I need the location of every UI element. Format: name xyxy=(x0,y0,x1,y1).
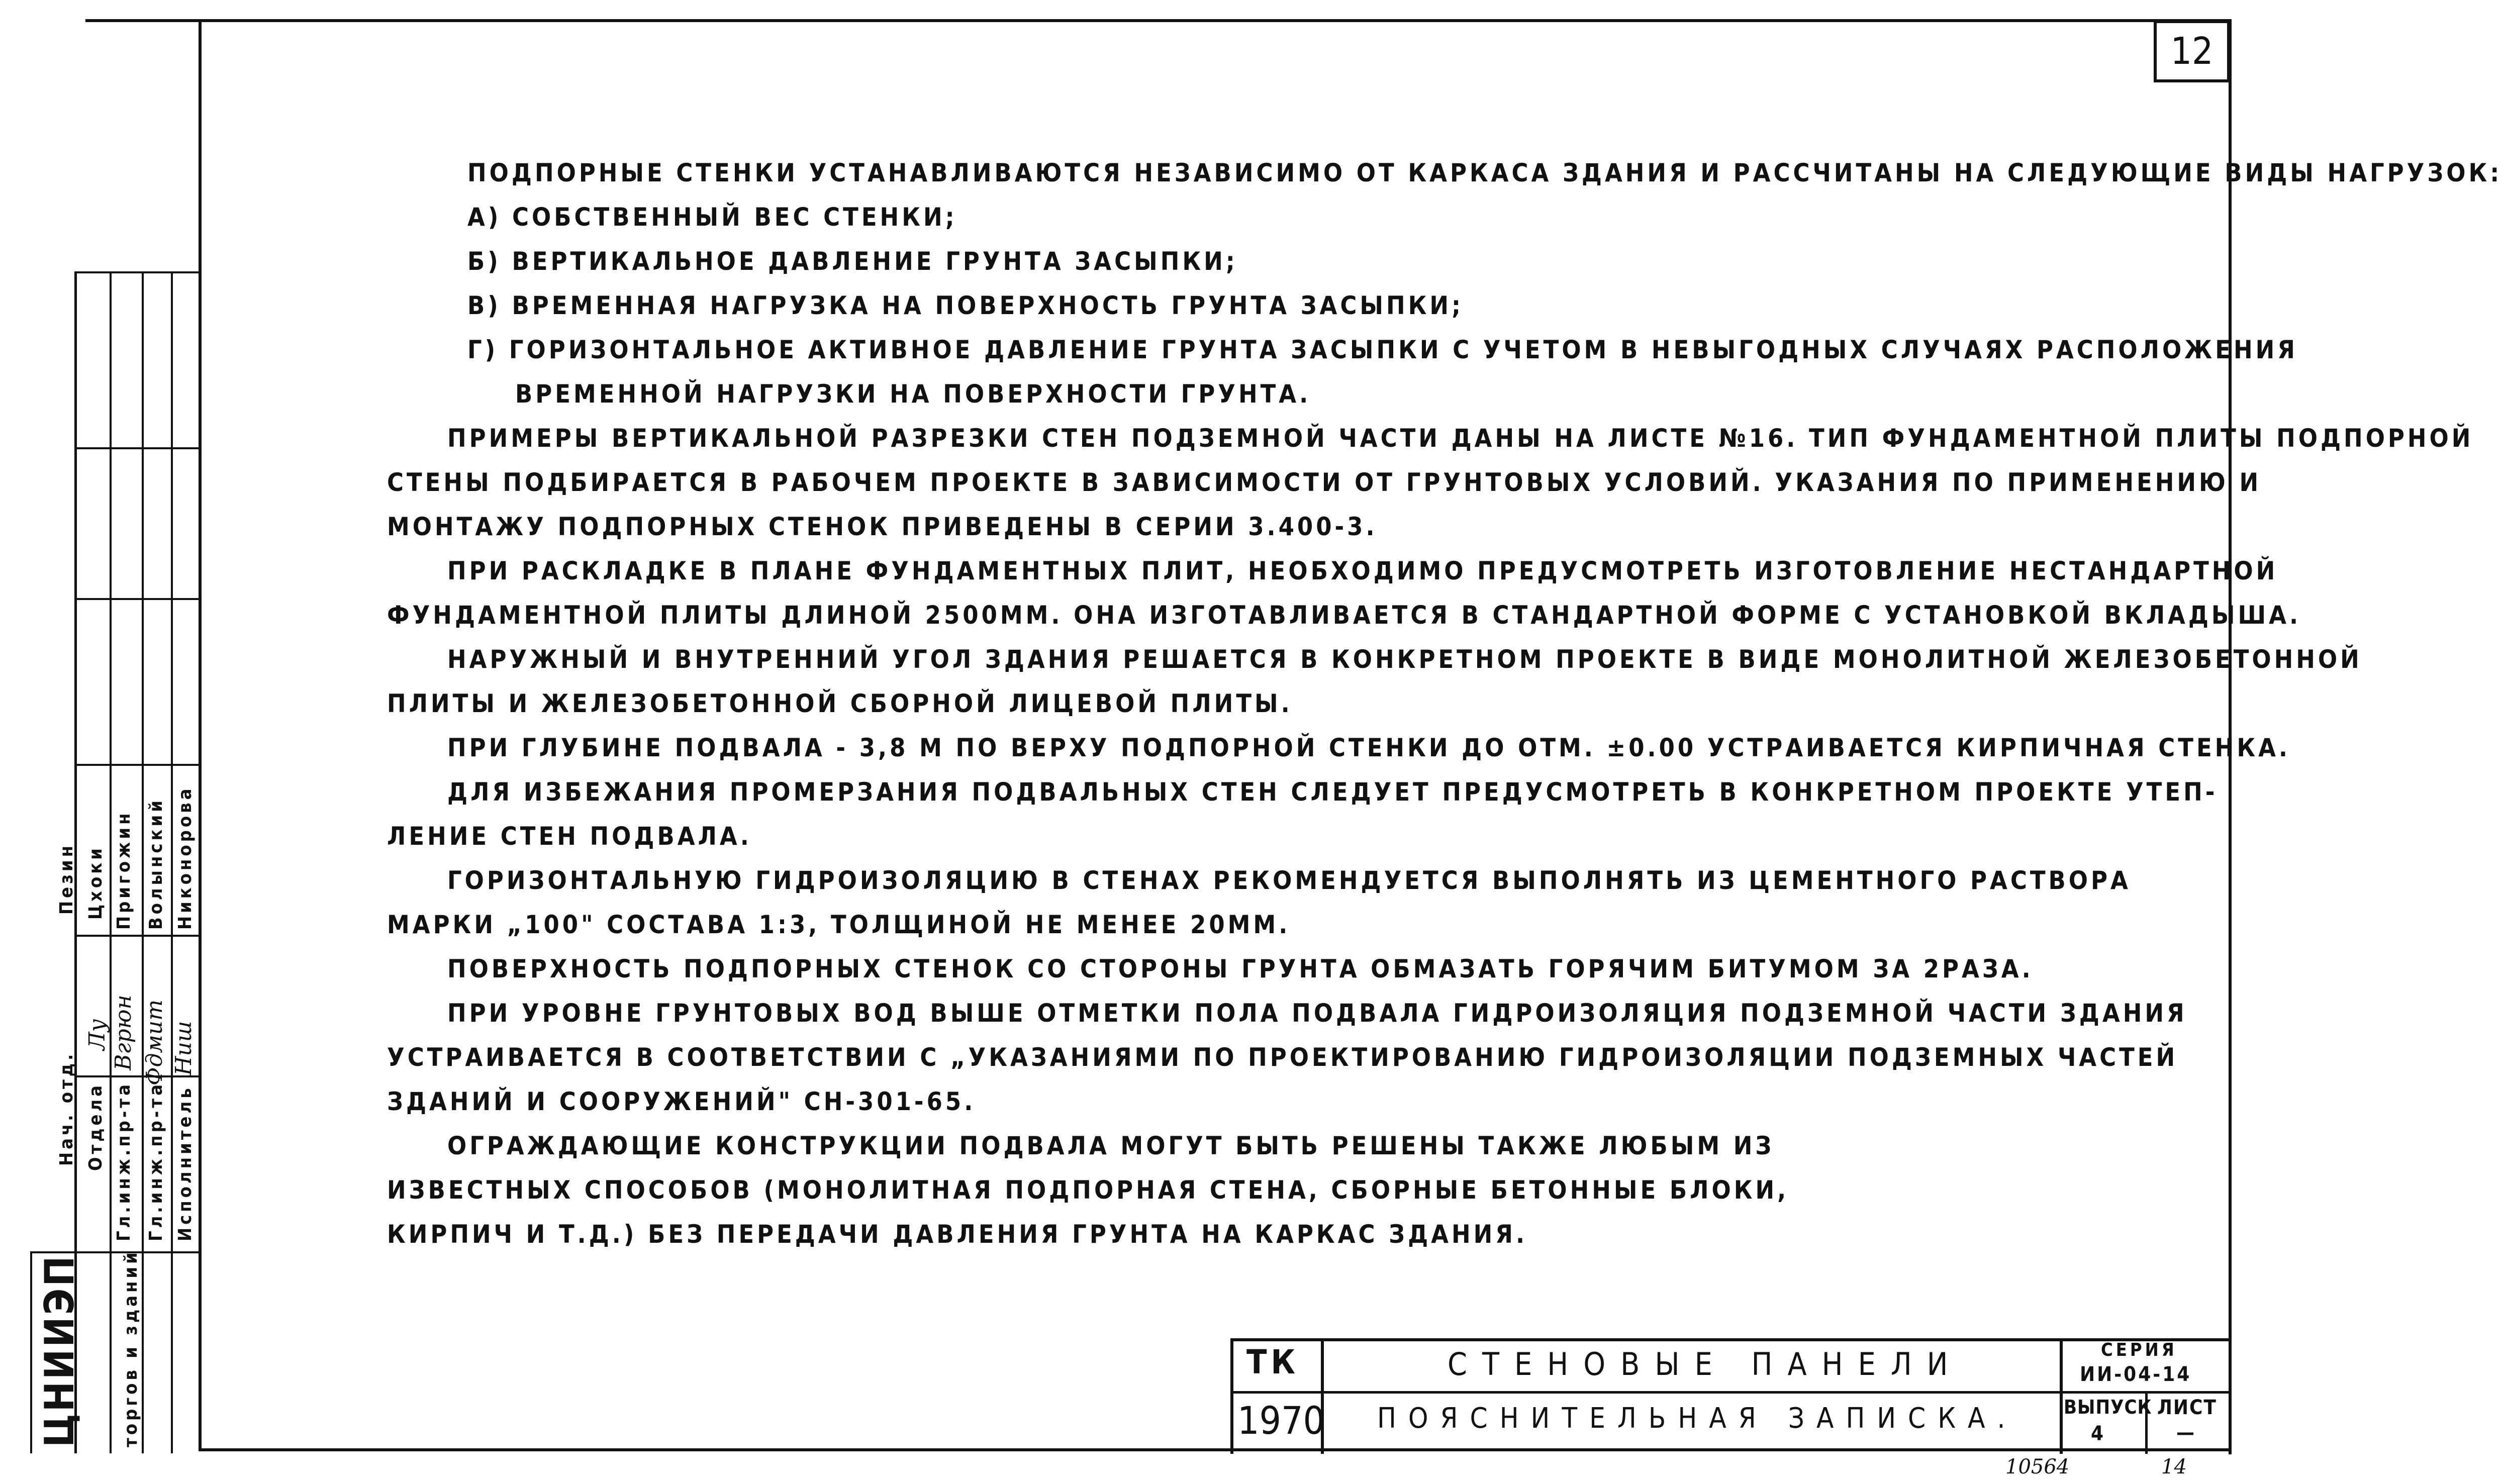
left-stamp-hrule xyxy=(74,764,200,766)
org-code: ТК xyxy=(1246,1343,1300,1381)
left-stamp-hrule xyxy=(74,447,200,449)
sheet-label: ЛИСТ xyxy=(2157,1396,2217,1419)
issue-value: 4 xyxy=(2091,1422,2104,1445)
signature-scribble: Фдмит xyxy=(142,1000,167,1085)
left-stamp-hrule xyxy=(74,271,200,273)
body-text-line: ГОРИЗОНТАЛЬНУЮ ГИДРОИЗОЛЯЦИЮ В СТЕНАХ РЕКОМЕНДУЕТСЯ ВЫПОЛНЯТЬ ИЗ ЦЕМЕНТНОГО РАСТВОРА xyxy=(447,866,2131,895)
stamp-org-name: торгов и зданий xyxy=(121,1249,141,1447)
body-text-line: ФУНДАМЕНТНОЙ ПЛИТЫ ДЛИНОЙ 2500ММ. ОНА ИЗГОТАВЛИВАЕТСЯ В СТАНДАРТНОЙ ФОРМЕ С УСТАНОВКОЙ ВКЛАДЫША. xyxy=(387,601,2301,630)
body-text-line: ПЛИТЫ И ЖЕЛЕЗОБЕТОННОЙ СБОРНОЙ ЛИЦЕВОЙ ПЛИТЫ. xyxy=(387,689,1293,718)
series-label: СЕРИЯ xyxy=(2101,1340,2177,1360)
sheet-subtitle: ПОЯСНИТЕЛЬНАЯ ЗАПИСКА. xyxy=(1377,1402,2017,1435)
body-text-line: ПОВЕРХНОСТЬ ПОДПОРНЫХ СТЕНОК СО СТОРОНЫ ГРУНТА ОБМАЗАТЬ ГОРЯЧИМ БИТУМОМ ЗА 2РАЗА. xyxy=(447,954,2034,983)
sheet-footer-number: 14 xyxy=(2161,1455,2187,1478)
stamp-name: Никонорова xyxy=(175,785,196,930)
stamp-role: Гл.инж.пр-та xyxy=(114,1081,134,1241)
body-text-line: СТЕНЫ ПОДБИРАЕТСЯ В РАБОЧЕМ ПРОЕКТЕ В ЗАВИСИМОСТИ ОТ ГРУНТОВЫХ УСЛОВИЙ. УКАЗАНИЯ ПО ПРИМЕНЕНИЮ И xyxy=(387,468,2262,497)
stamp-name: Пезин xyxy=(56,843,77,915)
stamp-name: Цхоки xyxy=(85,845,106,920)
page-number-box xyxy=(2154,20,2230,82)
body-text-line: В) ВРЕМЕННАЯ НАГРУЗКА НА ПОВЕРХНОСТЬ ГРУНТА ЗАСЫПКИ; xyxy=(467,291,1464,320)
body-text-line: Г) ГОРИЗОНТАЛЬНОЕ АКТИВНОЕ ДАВЛЕНИЕ ГРУНТА ЗАСЫПКИ С УЧЕТОМ В НЕВЫГОДНЫХ СЛУЧАЯХ РАСПОЛОЖЕНИЯ xyxy=(467,335,2298,364)
body-text-line: ПРИ РАСКЛАДКЕ В ПЛАНЕ ФУНДАМЕНТНЫХ ПЛИТ, НЕОБХОДИМО ПРЕДУСМОТРЕТЬ ИЗГОТОВЛЕНИЕ НЕСТАНДАРТНОЙ xyxy=(447,556,2278,585)
stamp-role: Исполнитель xyxy=(175,1085,196,1241)
left-stamp-hrule xyxy=(74,1075,200,1077)
signature-scribble: Ниш xyxy=(171,1021,197,1075)
stamp-role: Гл.инж.пр-та xyxy=(146,1081,166,1241)
left-stamp-hrule xyxy=(74,935,200,937)
body-text-line: ДЛЯ ИЗБЕЖАНИЯ ПРОМЕРЗАНИЯ ПОДВАЛЬНЫХ СТЕН СЛЕДУЕТ ПРЕДУСМОТРЕТЬ В КОНКРЕТНОМ ПРОЕКТЕ УТЕП- xyxy=(447,777,2218,807)
year: 1970 xyxy=(1237,1398,1325,1443)
stamp-name: Пригожин xyxy=(114,810,134,930)
body-text-line: ИЗВЕСТНЫХ СПОСОБОВ (МОНОЛИТНАЯ ПОДПОРНАЯ СТЕНА, СБОРНЫЕ БЕТОННЫЕ БЛОКИ, xyxy=(387,1175,1789,1205)
explanatory-note-body xyxy=(387,151,2502,1256)
body-text-line: УСТРАИВАЕТСЯ В СООТВЕТСТВИИ С „УКАЗАНИЯМИ ПО ПРОЕКТИРОВАНИЮ ГИДРОИЗОЛЯЦИИ ПОДЗЕМНЫХ ЧАСТЕЙ xyxy=(387,1043,2178,1072)
signature-scribble: Вгрюн xyxy=(111,995,136,1070)
page-number: 12 xyxy=(2170,30,2214,73)
sheet-title: СТЕНОВЫЕ ПАНЕЛИ xyxy=(1448,1346,1963,1382)
stamp-org-logo: ЦНИИЭП xyxy=(36,1254,83,1447)
issue-label: ВЫПУСК xyxy=(2064,1396,2152,1418)
stamp-name: Волынский xyxy=(146,798,166,930)
body-text-line: ЛЕНИЕ СТЕН ПОДВАЛА. xyxy=(387,822,752,851)
title-block-col-rule xyxy=(2060,1338,2063,1454)
stamp-role: Нач. отд. xyxy=(56,1051,77,1166)
body-text-line: ПОДПОРНЫЕ СТЕНКИ УСТАНАВЛИВАЮТСЯ НЕЗАВИСИМО ОТ КАРКАСА ЗДАНИЯ И РАССЧИТАНЫ НА СЛЕДУЮЩИЕ ВИДЫ НАГРУЗОК: xyxy=(467,158,2502,187)
body-text-line: ПРИМЕРЫ ВЕРТИКАЛЬНОЙ РАЗРЕЗКИ СТЕН ПОДЗЕМНОЙ ЧАСТИ ДАНЫ НА ЛИСТЕ №16. ТИП ФУНДАМЕНТНОЙ ПЛИТЫ ПОДПОРНОЙ xyxy=(447,424,2474,453)
body-text-line: ВРЕМЕННОЙ НАГРУЗКИ НА ПОВЕРХНОСТИ ГРУНТА. xyxy=(515,379,1311,409)
body-text-line: ЗДАНИЙ И СООРУЖЕНИЙ" СН-301-65. xyxy=(387,1087,976,1116)
body-text-line: МОНТАЖУ ПОДПОРНЫХ СТЕНОК ПРИВЕДЕНЫ В СЕРИИ 3.400-3. xyxy=(387,512,1378,541)
archive-number: 10564 xyxy=(2005,1455,2070,1478)
body-text-line: МАРКИ „100" СОСТАВА 1:3, ТОЛЩИНОЙ НЕ МЕНЕЕ 20ММ. xyxy=(387,910,1291,939)
body-text-line: ПРИ УРОВНЕ ГРУНТОВЫХ ВОД ВЫШЕ ОТМЕТКИ ПОЛА ПОДВАЛА ГИДРОИЗОЛЯЦИЯ ПОДЗЕМНОЙ ЧАСТИ ЗДАНИЯ xyxy=(447,999,2187,1028)
signature-scribble: Лу xyxy=(84,1019,110,1050)
sheet-value: — xyxy=(2176,1421,2194,1444)
left-stamp-hrule xyxy=(74,598,200,600)
stamp-role: Отдела xyxy=(85,1082,106,1171)
body-text-line: КИРПИЧ И Т.Д.) БЕЗ ПЕРЕДАЧИ ДАВЛЕНИЯ ГРУНТА НА КАРКАС ЗДАНИЯ. xyxy=(387,1220,1528,1249)
body-text-line: ПРИ ГЛУБИНЕ ПОДВАЛА - 3,8 М ПО ВЕРХУ ПОДПОРНОЙ СТЕНКИ ДО ОТМ. ±0.00 УСТРАИВАЕТСЯ КИРПИЧНАЯ СТЕНКА. xyxy=(447,733,2291,762)
body-text-line: А) СОБСТВЕННЫЙ ВЕС СТЕНКИ; xyxy=(467,203,957,232)
body-text-line: НАРУЖНЫЙ И ВНУТРЕННИЙ УГОЛ ЗДАНИЯ РЕШАЕТСЯ В КОНКРЕТНОМ ПРОЕКТЕ В ВИДЕ МОНОЛИТНОЙ ЖЕЛЕЗОБЕТОННОЙ xyxy=(447,645,2362,674)
title-block-mid-rule xyxy=(1230,1391,2232,1394)
series-value: ИИ-04-14 xyxy=(2080,1363,2192,1386)
body-text-line: ОГРАЖДАЮЩИЕ КОНСТРУКЦИИ ПОДВАЛА МОГУТ БЫТЬ РЕШЕНЫ ТАКЖЕ ЛЮБЫМ ИЗ xyxy=(447,1131,1775,1160)
body-text-line: Б) ВЕРТИКАЛЬНОЕ ДАВЛЕНИЕ ГРУНТА ЗАСЫПКИ; xyxy=(467,247,1238,276)
